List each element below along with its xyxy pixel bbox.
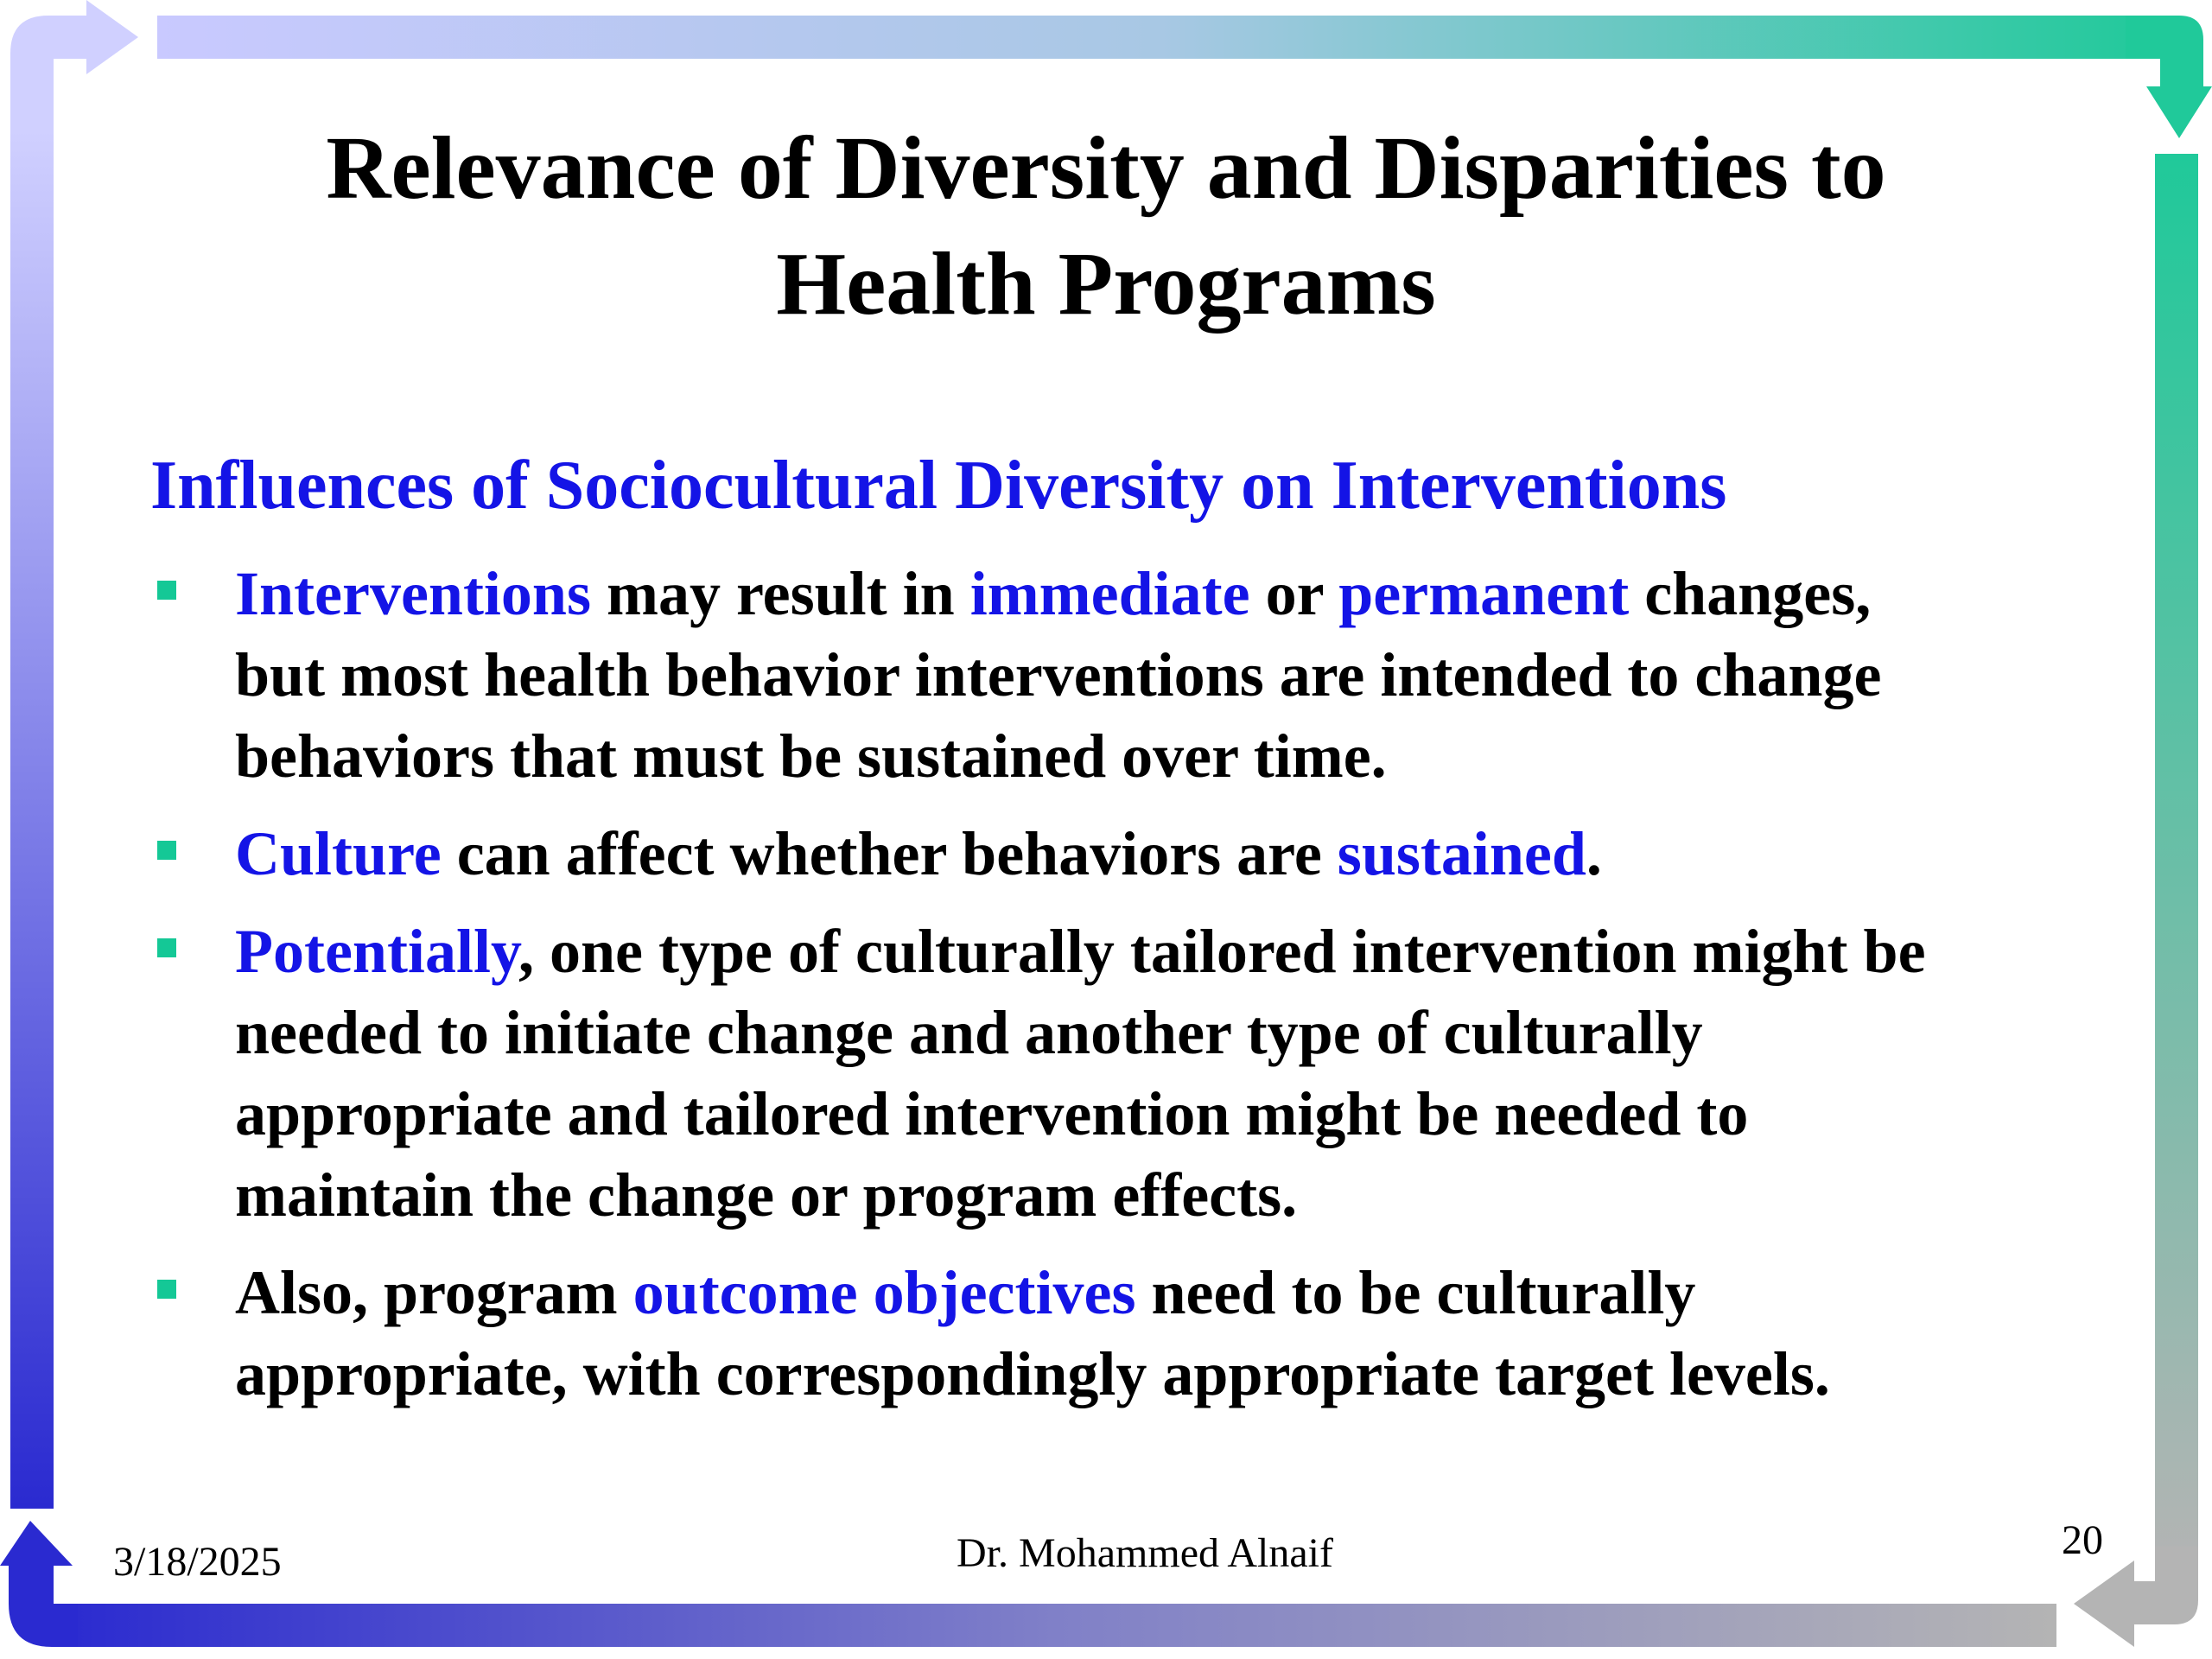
square-bullet-icon — [157, 1280, 176, 1299]
bullet-text: may result in — [591, 559, 970, 628]
slide-title-line-2: Health Programs — [776, 234, 1436, 334]
bullet-text: Also, program — [235, 1258, 633, 1327]
bullet-item — [150, 1252, 2094, 1414]
bullet-text: can affect whether behaviors are — [441, 819, 1338, 888]
bullet-line — [235, 1252, 2094, 1333]
highlight-term: Interventions — [235, 559, 591, 628]
square-bullet-icon — [157, 841, 176, 860]
slide-title-line-1: Relevance of Diversity and Disparities to — [326, 118, 1886, 218]
frame-bottom-bar — [52, 1604, 2056, 1647]
bullet-line: appropriate, with correspondingly appropriate target levels. — [235, 1339, 1830, 1408]
bullet-line — [235, 813, 2094, 894]
bullet-line: needed to initiate change and another type of culturally — [235, 998, 1703, 1067]
bullet-text: changes, — [1629, 559, 1872, 628]
highlight-term: sustained — [1337, 819, 1586, 888]
bullet-line: but most health behavior interventions are intended to change — [235, 640, 1882, 709]
bullet-line: appropriate and tailored intervention might be needed to — [235, 1079, 1749, 1148]
bullet-item — [150, 911, 2094, 1236]
highlight-term: permanent — [1338, 559, 1630, 628]
slide-title — [156, 111, 2056, 342]
highlight-term: Potentially — [235, 917, 518, 986]
bullet-text: need to be culturally — [1135, 1258, 1696, 1327]
frame-top-left-arrow-icon — [10, 0, 138, 130]
bullet-line: maintain the change or program effects. — [235, 1160, 1298, 1230]
bullet-text: , one type of culturally tailored intervention might be — [518, 917, 1926, 986]
bullet-line — [235, 911, 2094, 992]
section-subheading: Influences of Sociocultural Diversity on Interventions — [150, 448, 1727, 524]
highlight-term: outcome objectives — [632, 1258, 1136, 1327]
footer-date: 3/18/2025 — [113, 1539, 282, 1585]
bullet-line — [235, 553, 2094, 634]
bullet-list — [150, 553, 2094, 1431]
bullet-item — [150, 813, 2094, 894]
frame-top-right-arrow-icon — [2126, 16, 2212, 138]
bullet-line: behaviors that must be sustained over time. — [235, 721, 1387, 791]
page-number: 20 — [2062, 1517, 2103, 1563]
square-bullet-icon — [157, 938, 176, 957]
highlight-term: Culture — [235, 819, 442, 888]
frame-top-bar — [157, 16, 2164, 59]
square-bullet-icon — [157, 581, 176, 600]
frame-right-bar — [2155, 154, 2198, 1571]
bullet-text: or — [1249, 559, 1339, 628]
bullet-item — [150, 553, 2094, 797]
frame-left-bar — [10, 130, 54, 1509]
bullet-text: . — [1586, 819, 1602, 888]
highlight-term: immediate — [969, 559, 1250, 628]
footer-author: Dr. Mohammed Alnaif — [957, 1530, 1333, 1576]
